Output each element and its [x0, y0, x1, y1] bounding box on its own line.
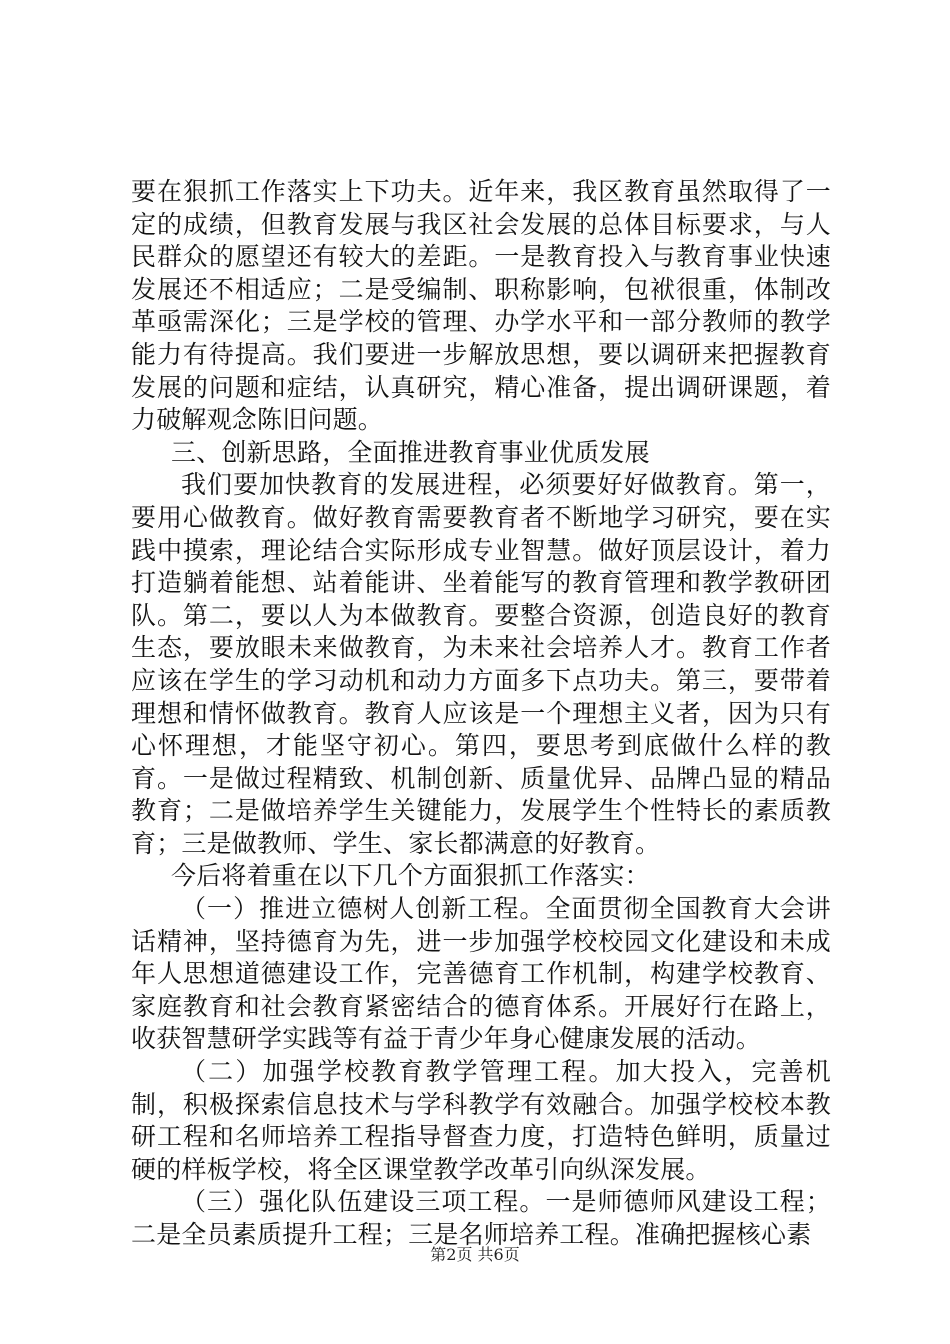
- list-item-2: （二）加强学校教育教学管理工程。加大投入，完善机制，积极探索信息技术与学科教学有效融合。加强学校校本教研工程和名师培养工程指导督查力度，打造特色鲜明，质量过硬的样板学校，将全区课堂教学改革引向纵深发展。: [131, 1057, 831, 1184]
- list-item-1: （一）推进立德树人创新工程。全面贯彻全国教育大会讲话精神，坚持德育为先，进一步加强学校校园文化建设和未成年人思想道德建设工作，完善德育工作机制，构建学校教育、家庭教育和社会教育紧密结合的德育体系。开展好行在路上，收获智慧研学实践等有益于青少年身心健康发展的活动。: [131, 894, 831, 1054]
- section-heading: 三、创新思路，全面推进教育事业优质发展: [171, 437, 650, 467]
- paragraph-continuation: 要在狠抓工作落实上下功夫。近年来，我区教育虽然取得了一定的成绩，但教育发展与我区社会发展的总体目标要求，与人民群众的愿望还有较大的差距。一是教育投入与教育事业快速发展还不相适应；二是受编制、职称影响，包袱很重，体制改革亟需深化；三是学校的管理、办学水平和一部分教师的教学能力有待提高。我们要进一步解放思想，要以调研来把握教育发展的问题和症结，认真研究，精心准备，提出调研课题，着力破解观念陈旧问题。: [131, 177, 831, 435]
- paragraph-body: 我们要加快教育的发展进程，必须要好好做教育。第一，要用心做教育。做好教育需要教育者不断地学习研究，要在实践中摸索，理论结合实际形成专业智慧。做好顶层设计，着力打造躺着能想、站着能讲、坐着能写的教育管理和教学教研团队。第二，要以人为本做教育。要整合资源，创造良好的教育生态，要放眼未来做教育，为未来社会培养人才。教育工作者应该在学生的学习动机和动力方面多下点功夫。第三，要带着理想和情怀做教育。教育人应该是一个理想主义者，因为只有心怀理想，才能坚守初心。第四，要思考到底做什么样的教育。一是做过程精致、机制创新、质量优异、品牌凸显的精品教育；二是做培养学生关键能力，发展学生个性特长的素质教育；三是做教师、学生、家长都满意的好教育。: [131, 470, 831, 858]
- page-number-footer: 第2页 共6页: [430, 1245, 520, 1264]
- document-body: [131, 176, 831, 1252]
- paragraph-intro: 今后将着重在以下几个方面狠抓工作落实：: [171, 861, 650, 891]
- list-item-3: （三）强化队伍建设三项工程。一是师德师风建设工程；二是全员素质提升工程；三是名师培养工程。准确把握核心素: [131, 1187, 831, 1249]
